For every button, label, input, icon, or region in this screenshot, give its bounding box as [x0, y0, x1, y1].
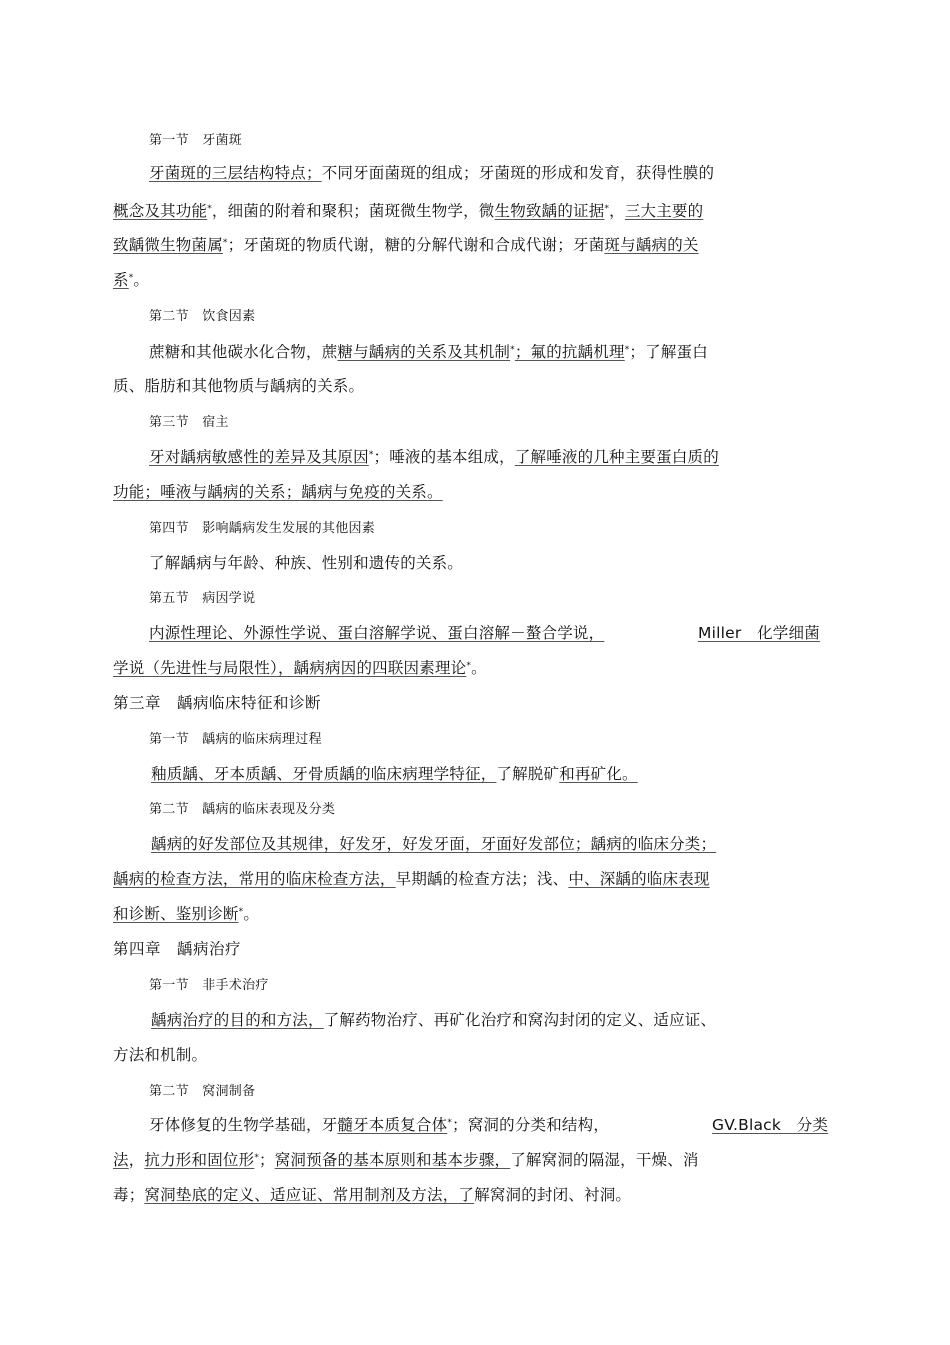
text-line: 了解龋病与年龄、种族、性别和遗传的关系。	[149, 554, 464, 572]
section-heading: 第一节 非手术治疗	[149, 978, 269, 993]
text-line: 龋病治疗的目的和方法，了解药物治疗、再矿化治疗和窝沟封闭的定义、适应证、	[151, 1011, 717, 1029]
text-line: 法，抗力形和固位形*；窝洞预备的基本原则和基本步骤，了解窝洞的隔湿，干燥、消	[113, 1151, 699, 1169]
section-heading: 第二节 饮食因素	[149, 309, 256, 324]
text-line: 和诊断、鉴别诊断*。	[113, 905, 260, 923]
text-line: 龋病的好发部位及其规律，好发牙，好发牙面，牙面好发部位；龋病的临床分类；	[151, 835, 717, 853]
text-line: 概念及其功能*，细菌的附着和聚积；菌斑微生物学，微生物致龋的证据*，三大主要的	[113, 202, 704, 220]
text-line: 牙对龋病敏感性的差异及其原因*；唾液的基本组成，了解唾液的几种主要蛋白质的	[149, 448, 719, 466]
text-line: 方法和机制。	[113, 1046, 208, 1064]
text-line: 牙菌斑的三层结构特点；不同牙面菌斑的组成；牙菌斑的形成和发育，获得性膜的	[149, 164, 715, 182]
text-line: 系*。	[113, 271, 150, 289]
text-line: 内源性理论、外源性学说、蛋白溶解学说、蛋白溶解－螯合学说，	[149, 624, 605, 642]
section-heading: 第三节 宿主	[149, 415, 229, 430]
text-line: Miller 化学细菌	[698, 624, 820, 642]
section-heading: 第五节 病因学说	[149, 591, 256, 606]
text-line: 学说（先进性与局限性），龋病病因的四联因素理论*。	[113, 659, 487, 677]
section-heading: 第一节 龋病的临床病理过程	[149, 732, 322, 747]
section-heading: 第二节 龋病的临床表现及分类	[149, 802, 336, 817]
text-line: GV.Black 分类	[712, 1116, 829, 1134]
text-line: 功能；唾液与龋病的关系；龋病与免疫的关系。	[113, 483, 443, 501]
text-line: 毒；窝洞垫底的定义、适应证、常用制剂及方法，了解窝洞的封闭、衬洞。	[113, 1186, 632, 1204]
section-heading: 第二节 窝洞制备	[149, 1084, 256, 1099]
chapter-heading: 第三章 龋病临床特征和诊断	[113, 694, 322, 712]
section-heading: 第四节 影响龋病发生发展的其他因素	[149, 521, 376, 536]
text-line: 牙体修复的生物学基础，牙髓牙本质复合体*；窝洞的分类和结构，	[149, 1116, 610, 1134]
text-line: 龋病的检查方法，常用的临床检查方法，早期龋的检查方法；浅、中、深龋的临床表现	[113, 870, 710, 888]
chapter-heading: 第四章 龋病治疗	[113, 940, 242, 958]
text-line: 质、脂肪和其他物质与龋病的关系。	[113, 377, 365, 395]
text-line: 蔗糖和其他碳水化合物，蔗糖与龋病的关系及其机制*；氟的抗龋机理*；了解蛋白	[149, 343, 708, 361]
section-heading: 第一节 牙菌斑	[149, 133, 243, 148]
text-line: 釉质龋、牙本质龋、牙骨质龋的临床病理学特征，了解脱矿和再矿化。	[151, 765, 638, 783]
text-line: 致龋微生物菌属*；牙菌斑的物质代谢，糖的分解代谢和合成代谢；牙菌斑与龋病的关	[113, 236, 699, 254]
